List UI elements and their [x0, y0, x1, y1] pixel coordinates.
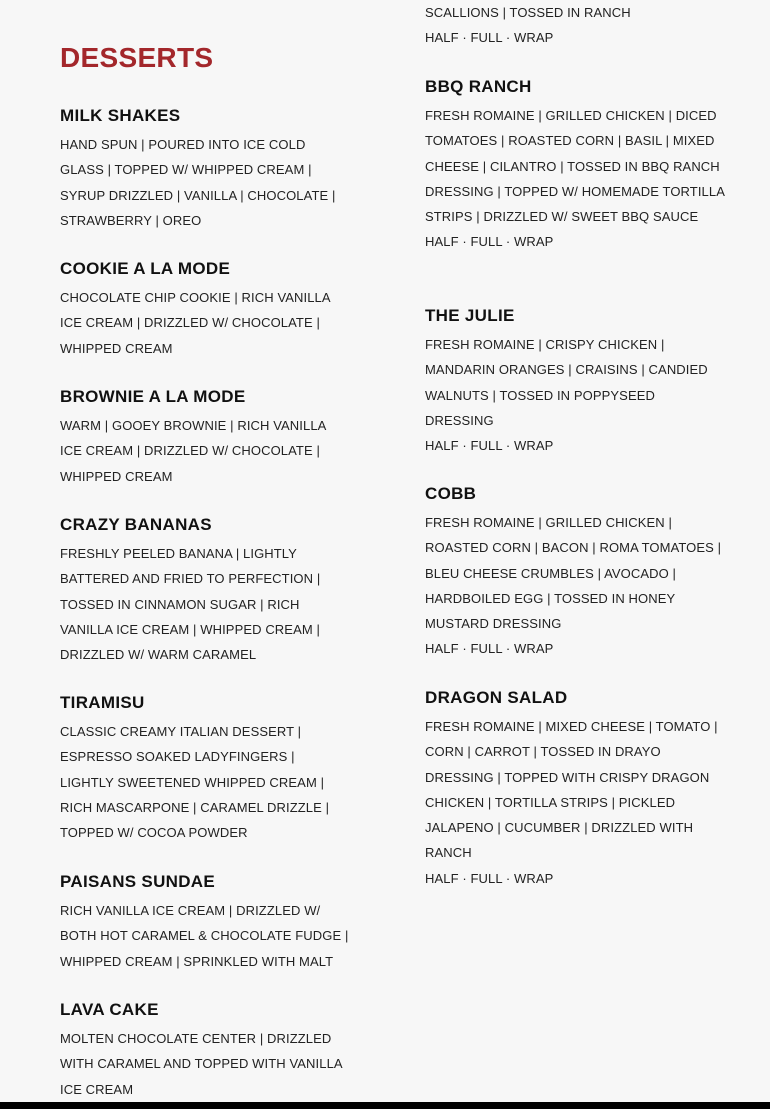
item-description: FRESH ROMAINE | GRILLED CHICKEN | DICED TOMATOES | ROASTED CORN | BASIL | MIXED CHEESE | CILANTRO | TOSSED IN BBQ RANCH DRESSING | TOPPED W/ HOMEMADE TORTILLA STRIPS | DRIZZLED W/ SWEET BBQ SAUCE — [425, 108, 725, 225]
menu-item-cookie-a-la-mode — [60, 259, 350, 361]
item-description: MOLTEN CHOCOLATE CENTER | DRIZZLED WITH CARAMEL AND TOPPED WITH VANILLA ICE CREAM — [60, 1031, 342, 1097]
menu-item-dragon-salad — [425, 688, 725, 891]
menu-item-tiramisu — [60, 693, 350, 845]
item-title: CRAZY BANANAS — [60, 515, 212, 534]
item-options: HALF · FULL · WRAP — [425, 641, 554, 657]
item-description: FRESH ROMAINE | CRISPY CHICKEN | MANDARIN ORANGES | CRAISINS | CANDIED WALNUTS | TOSSED IN POPPYSEED DRESSING — [425, 337, 708, 428]
item-title: PAISANS SUNDAE — [60, 872, 216, 891]
item-title: THE JULIE — [425, 306, 515, 325]
item-title: COOKIE A LA MODE — [60, 259, 231, 278]
menu-item-paisans-sundae — [60, 872, 350, 974]
item-options: HALF · FULL · WRAP — [425, 234, 554, 250]
item-title: COBB — [425, 484, 477, 503]
item-options: HALF · FULL · WRAP — [425, 30, 554, 46]
menu-item-brownie-a-la-mode — [60, 387, 350, 489]
item-description: RICH VANILLA ICE CREAM | DRIZZLED W/ BOTH HOT CARAMEL & CHOCOLATE FUDGE | WHIPPED CREAM | SPRINKLED WITH MALT — [60, 903, 349, 969]
menu-item-cobb — [425, 484, 725, 662]
item-description: CLASSIC CREAMY ITALIAN DESSERT | ESPRESSO SOAKED LADYFINGERS | LIGHTLY SWEETENED WHIPPED CREAM | RICH MASCARPONE | CARAMEL DRIZZLE | TOPPED W/ COCOA POWDER — [60, 724, 330, 841]
menu-item-continued — [425, 0, 725, 51]
bottom-border — [0, 1102, 770, 1109]
menu-item-milk-shakes — [60, 106, 350, 233]
item-options: HALF · FULL · WRAP — [425, 438, 554, 454]
item-title: TIRAMISU — [60, 693, 145, 712]
item-description: FRESH ROMAINE | GRILLED CHICKEN | ROASTED CORN | BACON | ROMA TOMATOES | BLEU CHEESE CRUMBLES | AVOCADO | HARDBOILED EGG | TOSSED IN HONEY MUSTARD DRESSING — [425, 515, 722, 632]
item-description: WARM | GOOEY BROWNIE | RICH VANILLA ICE CREAM | DRIZZLED W/ CHOCOLATE | WHIPPED CREAM — [60, 418, 326, 484]
menu-item-bbq-ranch — [425, 77, 725, 255]
item-title: LAVA CAKE — [60, 1000, 159, 1019]
item-description: CHOCOLATE CHIP COOKIE | RICH VANILLA ICE CREAM | DRIZZLED W/ CHOCOLATE | WHIPPED CREAM — [60, 290, 330, 356]
item-description: FRESHLY PEELED BANANA | LIGHTLY BATTERED AND FRIED TO PERFECTION | TOSSED IN CINNAMON SUGAR | RICH VANILLA ICE CREAM | WHIPPED CREAM | DRIZZLED W/ WARM CARAMEL — [60, 546, 321, 663]
menu-item-the-julie — [425, 306, 725, 458]
section-title-desserts: DESSERTS — [60, 42, 214, 73]
item-title: MILK SHAKES — [60, 106, 181, 125]
item-title: DRAGON SALAD — [425, 688, 568, 707]
item-description: FRESH ROMAINE | MIXED CHEESE | TOMATO | CORN | CARROT | TOSSED IN DRAYO DRESSING | TOPPED WITH CRISPY DRAGON CHICKEN | TORTILLA STRIPS | PICKLED JALAPENO | CUCUMBER | DRIZZLED WITH RANCH — [425, 719, 718, 861]
item-title: BROWNIE A LA MODE — [60, 387, 246, 406]
item-options: HALF · FULL · WRAP — [425, 870, 554, 886]
menu-item-lava-cake — [60, 1000, 350, 1102]
item-title: BBQ RANCH — [425, 77, 532, 96]
item-description: HAND SPUN | POURED INTO ICE COLD GLASS | TOPPED W/ WHIPPED CREAM | SYRUP DRIZZLED | VANILLA | CHOCOLATE | STRAWBERRY | OREO — [60, 137, 336, 228]
item-description: SCALLIONS | TOSSED IN RANCH — [425, 5, 631, 20]
menu-item-crazy-bananas — [60, 515, 350, 667]
